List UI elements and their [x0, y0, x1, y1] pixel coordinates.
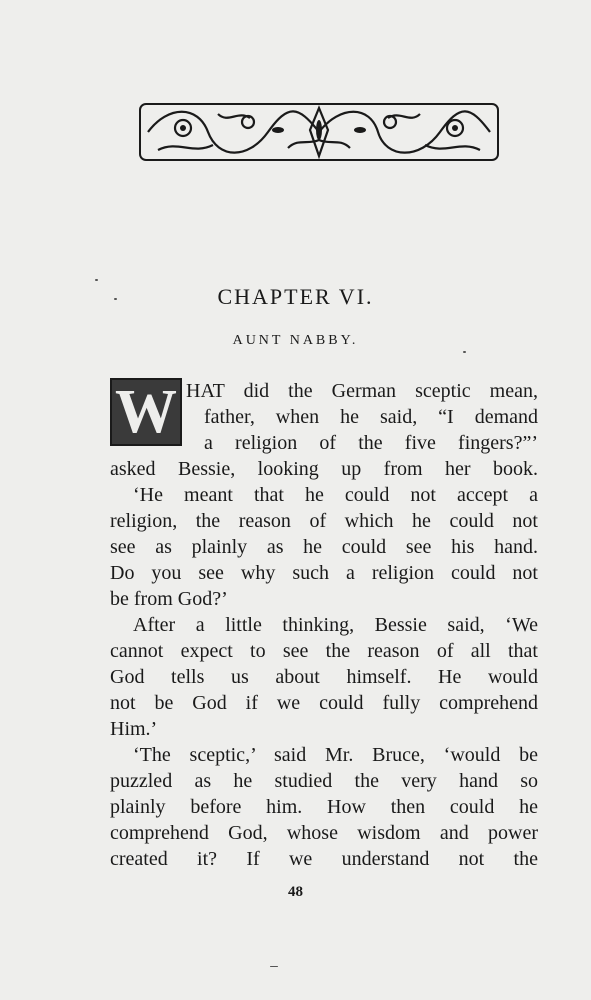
text-line: ‘He meant that he could not accept a [133, 484, 538, 506]
drop-cap-letter: W [115, 378, 177, 446]
text-line: ‘The sceptic,’ said Mr. Bruce, ‘would be [133, 744, 538, 766]
chapter-subtitle: AUNT NABBY. [232, 333, 359, 348]
text-line: father, when he said, “I demand [204, 406, 538, 428]
paper-speck [114, 298, 117, 300]
text-line: puzzled as he studied the very hand so [110, 770, 538, 792]
text-line: After a little thinking, Bessie said, ‘We [133, 614, 538, 636]
drop-cap [110, 378, 182, 446]
text-line: plainly before him. How then could he [110, 796, 538, 818]
text-line: Him.’ [110, 718, 158, 740]
text-line: see as plainly as he could see his hand. [110, 536, 538, 558]
text-line: God tells us about himself. He would [110, 666, 538, 688]
paper-speck [95, 279, 98, 281]
paper-speck [463, 351, 466, 353]
floral-headpiece-icon [138, 100, 500, 164]
text-line: not be God if we could fully comprehend [110, 692, 538, 714]
chapter-title: CHAPTER VI. [217, 284, 374, 309]
paper-speck [270, 966, 278, 967]
text-line: a religion of the five fingers?”’ [204, 432, 538, 454]
text-line: HAT did the German sceptic mean, [186, 380, 538, 402]
text-line: religion, the reason of which he could not [110, 510, 538, 532]
text-line: asked Bessie, looking up from her book. [110, 458, 538, 480]
text-line: be from God?’ [110, 588, 228, 610]
page-number: 48 [288, 884, 303, 900]
text-line: cannot expect to see the reason of all that [110, 640, 538, 662]
text-line: comprehend God, whose wisdom and power [110, 822, 538, 844]
text-line: created it? If we understand not the [110, 848, 538, 870]
text-line: Do you see why such a religion could not [110, 562, 538, 584]
